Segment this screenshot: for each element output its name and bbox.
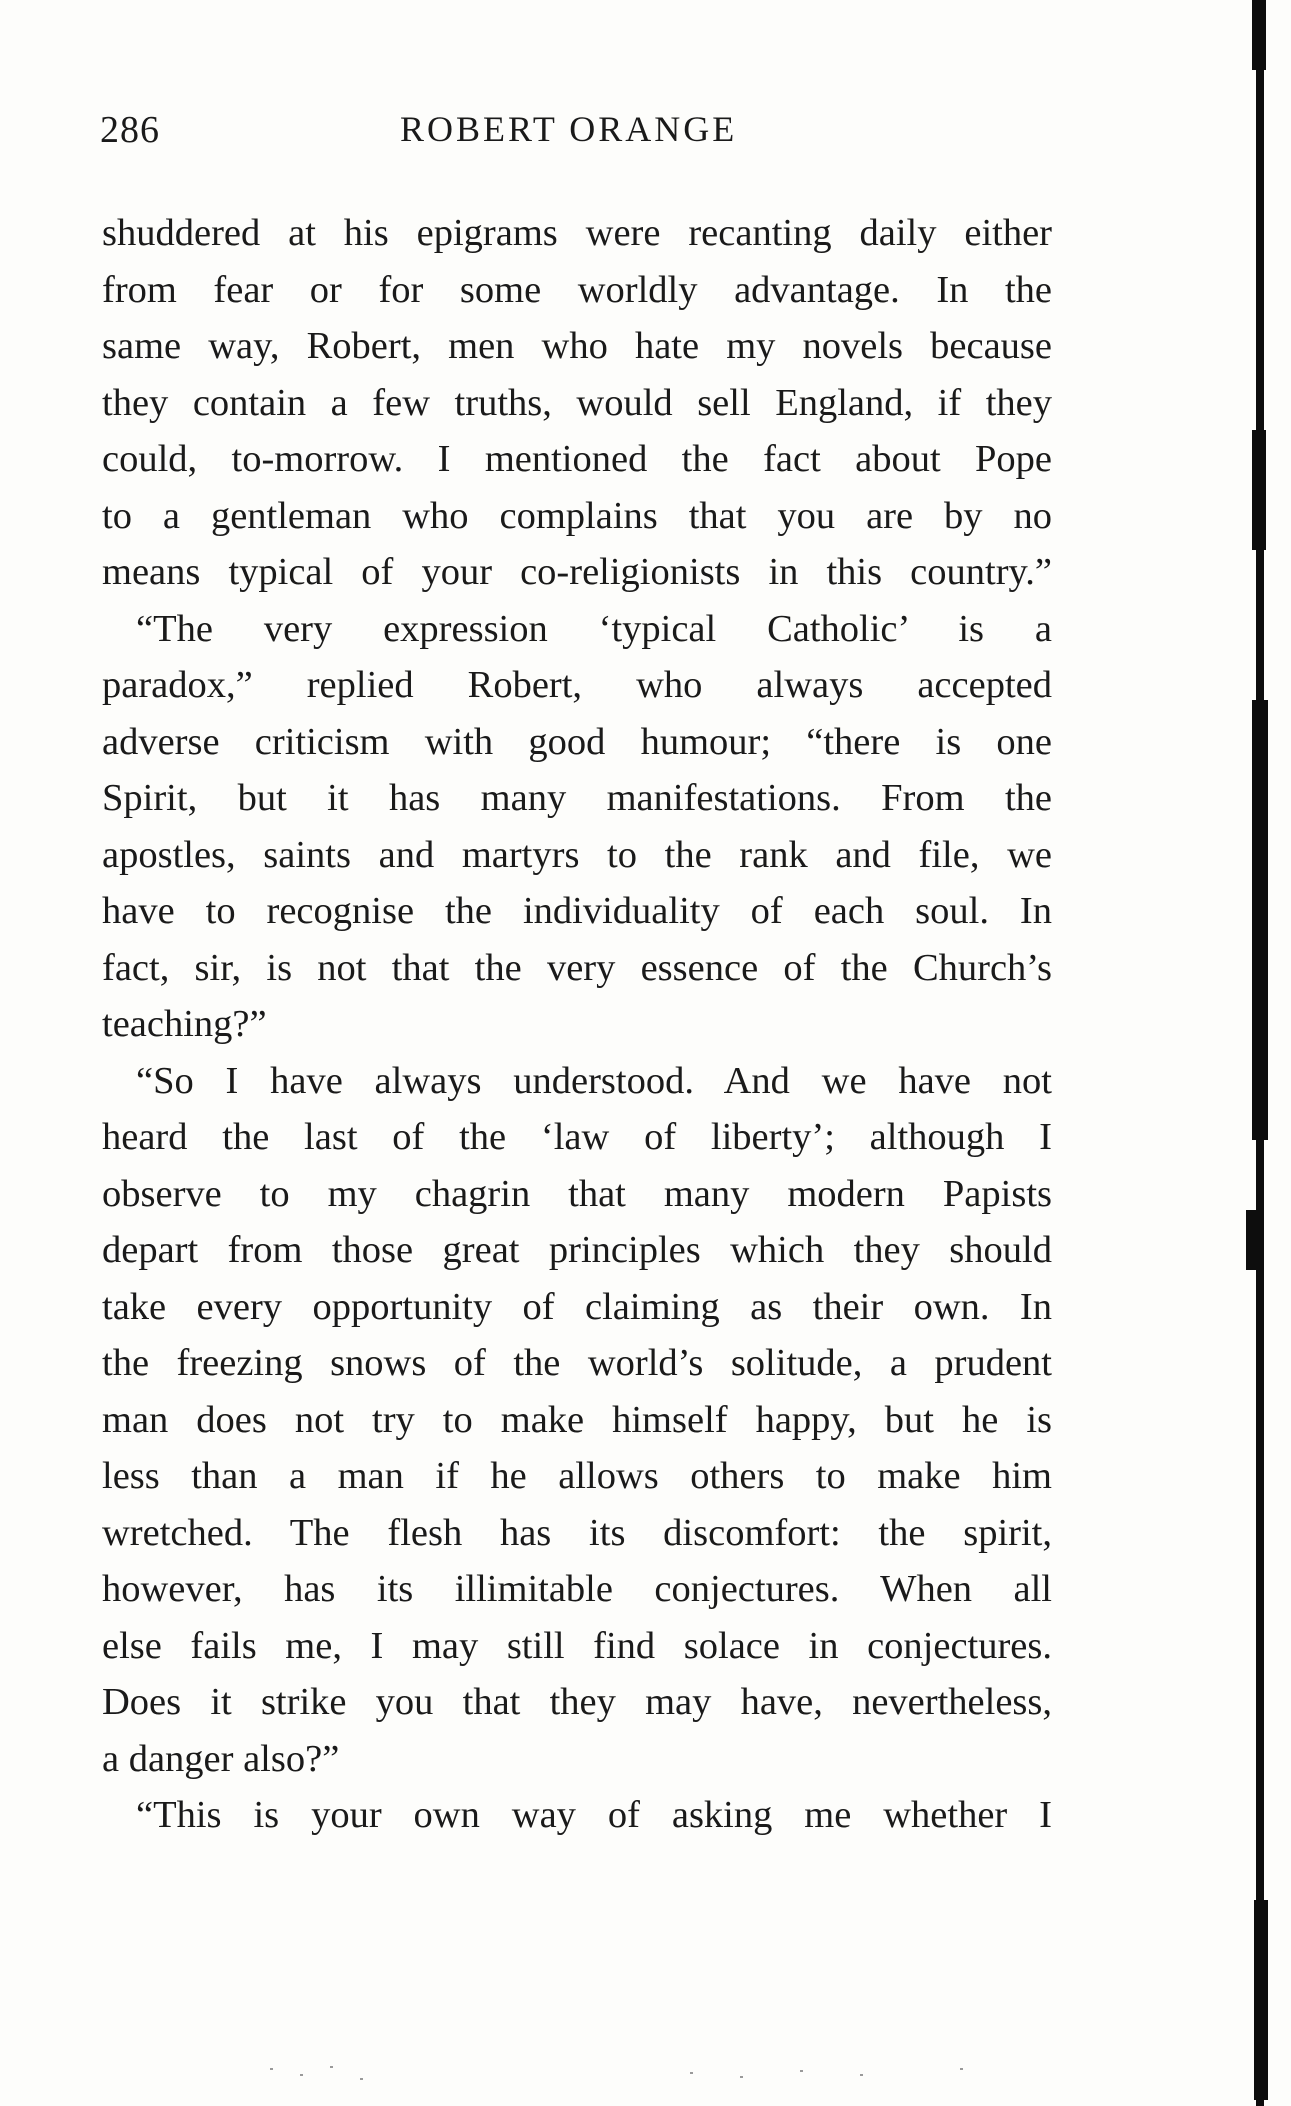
text-line: Spirit, but it has many manifestations. From the bbox=[102, 777, 1052, 819]
speck bbox=[800, 2070, 803, 2072]
text-line: heard the last of the ‘law of liberty’; although I bbox=[102, 1116, 1052, 1158]
binding-blot bbox=[1252, 0, 1266, 70]
text-line: “So I have always understood. And we have not bbox=[136, 1059, 1052, 1102]
speck bbox=[960, 2068, 963, 2070]
text-line: same way, Robert, men who hate my novels because bbox=[102, 325, 1052, 367]
text-line: “The very expression ‘typical Catholic’ is a bbox=[136, 607, 1052, 650]
body-text bbox=[102, 205, 1052, 1844]
page-number: 286 bbox=[100, 109, 160, 151]
text-line: adverse criticism with good humour; “there is one bbox=[102, 720, 1052, 763]
text-line: means typical of your co-religionists in this country.” bbox=[102, 551, 1052, 593]
binding-blot bbox=[1252, 700, 1268, 1140]
binding-blot bbox=[1246, 1210, 1260, 1270]
text-line: could, to-morrow. I mentioned the fact about Pope bbox=[102, 438, 1052, 480]
text-line: Does it strike you that they may have, nevertheless, bbox=[102, 1681, 1052, 1723]
text-line: however, has its illimitable conjectures. When all bbox=[102, 1568, 1052, 1610]
text-line: paradox,” replied Robert, who always accepted bbox=[102, 664, 1052, 706]
text-line: “This is your own way of asking me whether I bbox=[136, 1794, 1052, 1836]
running-head-title: ROBERT ORANGE bbox=[400, 109, 738, 149]
binding-blot bbox=[1252, 430, 1266, 550]
text-line: they contain a few truths, would sell England, if they bbox=[102, 381, 1052, 424]
text-line: to a gentleman who complains that you are by no bbox=[102, 494, 1052, 537]
speck bbox=[740, 2076, 743, 2078]
text-line: observe to my chagrin that many modern Papists bbox=[102, 1172, 1052, 1215]
text-line: apostles, saints and martyrs to the rank and file, we bbox=[102, 833, 1052, 876]
text-line: man does not try to make himself happy, but he is bbox=[102, 1398, 1052, 1441]
text-line: wretched. The flesh has its discomfort: the spirit, bbox=[102, 1511, 1052, 1554]
text-line: fact, sir, is not that the very essence of the Church’s bbox=[102, 946, 1052, 989]
text-line: take every opportunity of claiming as their own. In bbox=[102, 1285, 1052, 1328]
scan-specks bbox=[0, 2060, 1291, 2100]
text-line: the freezing snows of the world’s solitude, a prudent bbox=[102, 1342, 1052, 1384]
text-line: teaching?” bbox=[102, 1003, 267, 1045]
text-line: shuddered at his epigrams were recanting daily either bbox=[102, 212, 1052, 254]
text-line: else fails me, I may still find solace in conjectures. bbox=[102, 1624, 1052, 1667]
speck bbox=[270, 2068, 273, 2070]
text-line: less than a man if he allows others to make him bbox=[102, 1455, 1052, 1497]
speck bbox=[330, 2066, 333, 2068]
page-header bbox=[100, 108, 1052, 158]
binding-shadow bbox=[1252, 0, 1270, 2106]
text-line: depart from those great principles which they should bbox=[102, 1229, 1052, 1271]
text-line: a danger also?” bbox=[102, 1737, 340, 1780]
speck bbox=[360, 2078, 363, 2080]
text-line: from fear or for some worldly advantage. In the bbox=[102, 268, 1052, 311]
speck bbox=[860, 2074, 863, 2076]
speck bbox=[300, 2074, 303, 2076]
text-line: have to recognise the individuality of each soul. In bbox=[102, 890, 1052, 932]
speck bbox=[690, 2072, 693, 2074]
